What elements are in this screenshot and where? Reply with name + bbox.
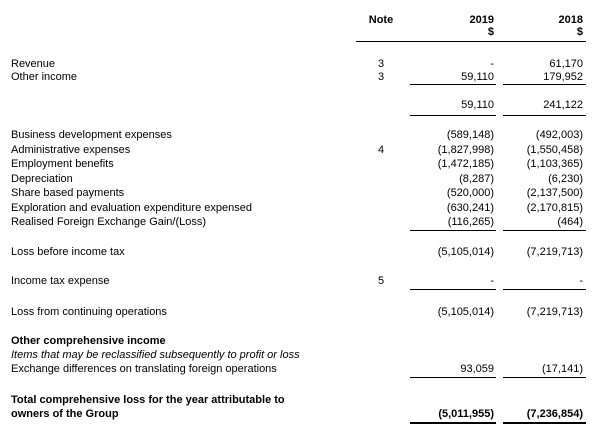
exchange-diff-label: Exchange differences on translating foreign operations bbox=[11, 363, 277, 375]
total-label-line2: owners of the Group bbox=[11, 408, 119, 420]
subtotal-rule-2018 bbox=[503, 84, 586, 85]
income-tax-2019: - bbox=[490, 275, 494, 287]
expenses-rule-2018 bbox=[503, 230, 586, 231]
tax-rule-2018 bbox=[503, 289, 586, 290]
bde-label: Business development expenses bbox=[11, 129, 172, 141]
subtotal-2018: 241,122 bbox=[543, 99, 583, 111]
oci-heading: Other comprehensive income bbox=[11, 335, 166, 347]
exchange-diff-2019: 93,059 bbox=[460, 363, 494, 375]
admin-2018: (1,550,458) bbox=[526, 144, 583, 156]
other-income-2019: 59,110 bbox=[461, 71, 494, 83]
total-double-rule-2018 bbox=[503, 422, 586, 424]
loss-continuing-label: Loss from continuing operations bbox=[11, 306, 167, 318]
exploration-2019: (630,241) bbox=[446, 202, 494, 214]
fx-2019: (116,265) bbox=[447, 216, 494, 228]
depreciation-2019: (8,287) bbox=[459, 173, 494, 185]
revenue-2019: - bbox=[490, 58, 494, 70]
header-2018: 2018 bbox=[558, 14, 583, 26]
other-income-note: 3 bbox=[377, 71, 385, 83]
income-tax-note: 5 bbox=[377, 275, 385, 287]
exchange-diff-2018: (17,141) bbox=[542, 363, 583, 375]
employment-2018: (1,103,365) bbox=[526, 158, 583, 170]
total-2019: (5,011,955) bbox=[438, 408, 494, 420]
depreciation-label: Depreciation bbox=[11, 173, 73, 185]
share-based-label: Share based payments bbox=[11, 187, 125, 199]
loss-before-tax-2018: (7,219,713) bbox=[526, 246, 583, 258]
header-2019-currency: $ bbox=[487, 26, 494, 38]
loss-continuing-2019: (5,105,014) bbox=[437, 306, 494, 318]
subtotal-rule-2019 bbox=[410, 84, 496, 85]
subtotal-2019: 59,110 bbox=[461, 99, 494, 111]
header-2018-currency: $ bbox=[576, 26, 583, 38]
total-2018: (7,236,854) bbox=[526, 408, 583, 420]
loss-continuing-2018: (7,219,713) bbox=[526, 306, 583, 318]
share-based-2018: (2,137,500) bbox=[526, 187, 583, 199]
revenue-note: 3 bbox=[377, 58, 385, 70]
subtotal-under-2019 bbox=[410, 115, 496, 116]
exploration-label: Exploration and evaluation expenditure expensed bbox=[11, 202, 252, 214]
oci-subheading: Items that may be reclassified subsequently to profit or loss bbox=[11, 349, 300, 361]
employment-label: Employment benefits bbox=[11, 158, 114, 170]
fx-label: Realised Foreign Exchange Gain/(Loss) bbox=[11, 216, 207, 228]
exploration-2018: (2,170,815) bbox=[526, 202, 583, 214]
revenue-2018: 61,170 bbox=[549, 58, 583, 70]
oci-rule-2018 bbox=[503, 377, 586, 378]
depreciation-2018: (6,230) bbox=[548, 173, 583, 185]
admin-2019: (1,827,998) bbox=[437, 144, 494, 156]
employment-2019: (1,472,185) bbox=[437, 158, 494, 170]
header-rule bbox=[356, 41, 586, 42]
total-double-rule-2019 bbox=[410, 422, 496, 424]
other-income-label: Other income bbox=[11, 71, 78, 83]
oci-rule-2019 bbox=[410, 377, 496, 378]
loss-before-tax-label: Loss before income tax bbox=[11, 246, 125, 258]
header-note: Note bbox=[368, 14, 394, 26]
revenue-label: Revenue bbox=[11, 58, 56, 70]
subtotal-under-2018 bbox=[503, 115, 586, 116]
expenses-rule-2019 bbox=[410, 230, 496, 231]
admin-note: 4 bbox=[377, 144, 385, 156]
total-label-line1: Total comprehensive loss for the year attributable to bbox=[11, 394, 285, 406]
bde-2018: (492,003) bbox=[535, 129, 583, 141]
header-2019: 2019 bbox=[469, 14, 494, 26]
admin-label: Administrative expenses bbox=[11, 144, 131, 156]
income-tax-2018: - bbox=[579, 275, 583, 287]
income-tax-label: Income tax expense bbox=[11, 275, 110, 287]
loss-before-tax-2019: (5,105,014) bbox=[437, 246, 494, 258]
bde-2019: (589,148) bbox=[446, 129, 494, 141]
share-based-2019: (520,000) bbox=[446, 187, 494, 199]
tax-rule-2019 bbox=[410, 289, 496, 290]
fx-2018: (464) bbox=[557, 216, 583, 228]
other-income-2018: 179,952 bbox=[543, 71, 583, 83]
